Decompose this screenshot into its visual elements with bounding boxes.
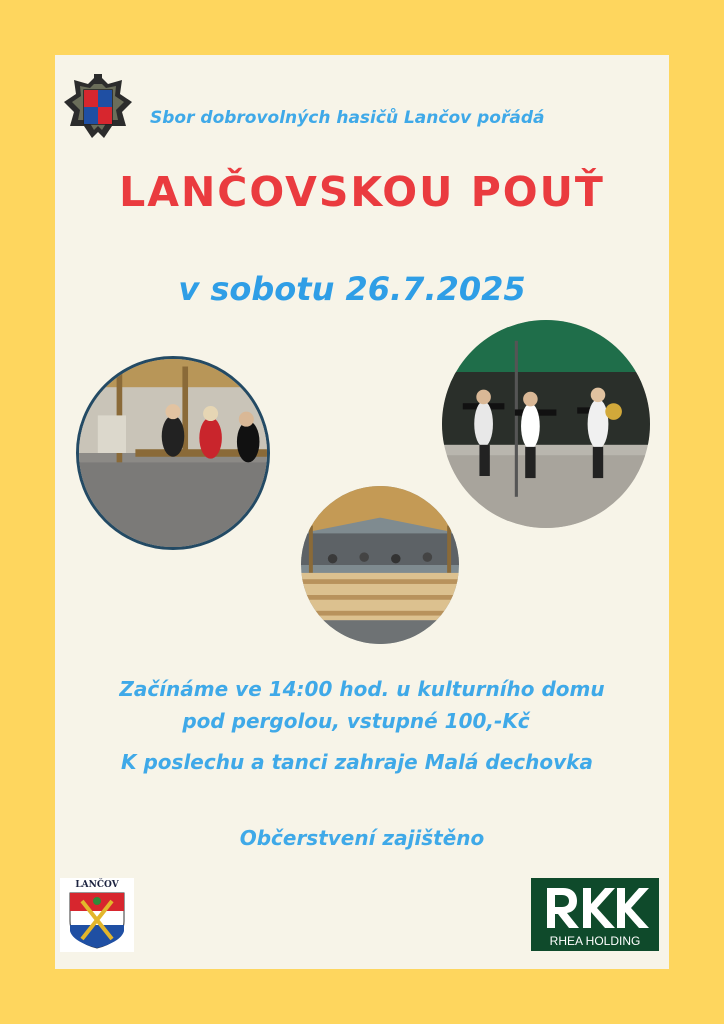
event-title: LANČOVSKOU POUŤ xyxy=(119,168,605,216)
firefighters-emblem-icon xyxy=(60,72,136,142)
photo-pergola-guests xyxy=(76,356,270,550)
rhea-holding-logo xyxy=(531,878,659,951)
info-line-entry: pod pergolou, vstupné 100,-Kč xyxy=(182,709,530,733)
event-date: v sobotu 26.7.2025 xyxy=(178,270,526,308)
organizer-line: Sbor dobrovolných hasičů Lančov pořádá xyxy=(150,108,545,128)
coat-of-arms-shield-icon xyxy=(66,891,128,949)
lancov-coat-of-arms xyxy=(60,878,134,952)
refreshments-line: Občerstvení zajištěno xyxy=(239,826,485,850)
village-name: LANČOV xyxy=(75,880,119,890)
rhea-mark-icon xyxy=(541,884,649,932)
info-line-start: Začínáme ve 14:00 hod. u kulturního domu xyxy=(119,677,605,701)
photo-brass-band xyxy=(442,320,650,528)
sponsor-name: RHEA HOLDING xyxy=(549,934,641,948)
info-line-music: K poslechu a tanci zahraje Malá dechovka xyxy=(121,750,593,774)
photo-pergola-crowd xyxy=(301,486,459,644)
